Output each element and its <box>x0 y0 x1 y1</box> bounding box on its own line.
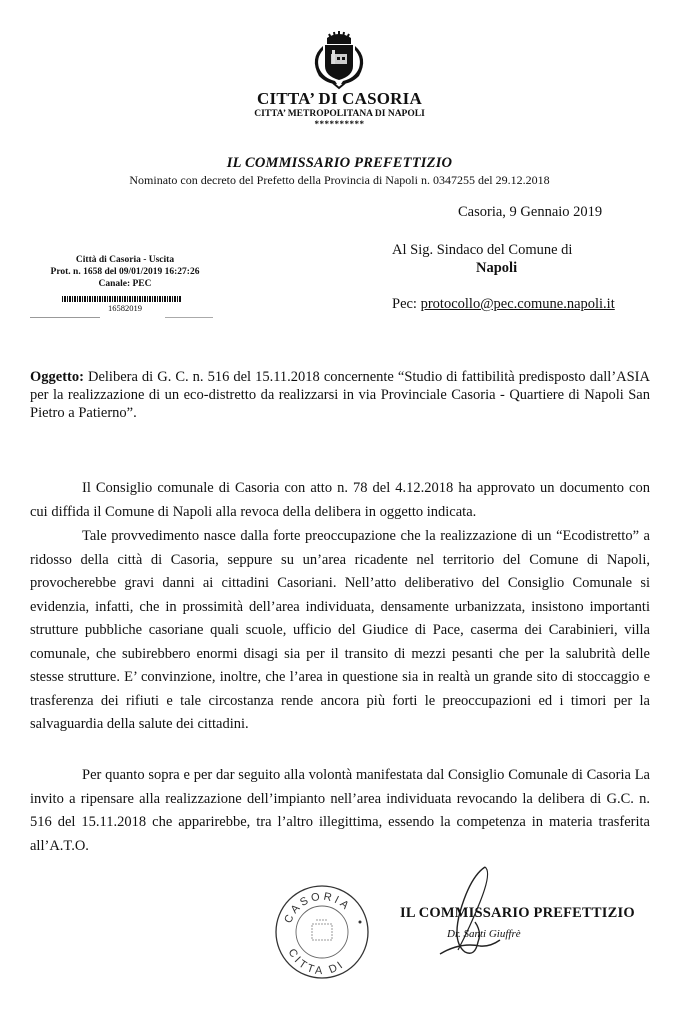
pec-email-link[interactable]: protocollo@pec.comune.napoli.it <box>420 296 615 312</box>
stamp-line-1: Città di Casoria - Uscita <box>75 255 175 265</box>
svg-text:CITTA DI <box>286 947 348 977</box>
seal-text-top: CASORIA <box>282 890 354 926</box>
decorative-stars: ********** <box>314 119 365 129</box>
city-subtitle: CITTA’ METROPOLITANA DI NAPOLI <box>254 109 425 119</box>
office-title: IL COMMISSARIO PREFETTIZIO <box>226 155 453 171</box>
barcode-icon <box>62 296 182 302</box>
stamp-line-2: Prot. n. 1658 del 09/01/2019 16:27:26 <box>50 267 200 277</box>
pec-line <box>392 296 615 313</box>
body-paragraph: Il Consiglio comunale di Casoria con atto n. 78 del 4.12.2018 ha approvato un documento con cui diffida il Comune di Napoli alla revoca della delibera in oggetto indicata. <box>30 480 650 520</box>
letter-date: Casoria, 9 Gennaio 2019 <box>458 204 603 220</box>
divider <box>30 317 100 318</box>
official-seal-icon <box>272 882 372 982</box>
recipient-line: Al Sig. Sindaco del Comune di <box>392 242 573 258</box>
divider <box>165 317 213 318</box>
body-paragraph: Per quanto sopra e per dar seguito alla volontà manifestata dal Consiglio Comunale di Casoria La invito a ripensare alla realizzazione dell’impianto nell’area individuata revocando la delibera di G.C. n. 516 del 15.11.2018 che apparirebbe, tra l’altro illegittima, essendo la competenza in materia trasferita all’A.T.O. <box>30 767 650 854</box>
pec-label: Pec: <box>392 296 421 312</box>
stamp-line-3: Canale: PEC <box>98 279 152 289</box>
office-subtitle: Nominato con decreto del Prefetto della Provincia di Napoli n. 0347255 del 29.12.2018 <box>129 173 550 187</box>
signature-title: IL COMMISSARIO PREFETTIZIO <box>400 905 635 921</box>
barcode-number: 16582019 <box>108 303 142 313</box>
subject-text: Delibera di G. C. n. 516 del 15.11.2018 concernente “Studio di fattibilità predisposto dall’ASIA per la realizzazione di un eco-distretto da realizzarsi in via Provinciale Casoria - Quartiere di Napoli San Pietro a Patierno”. <box>30 369 650 421</box>
coat-of-arms-icon <box>301 28 377 90</box>
seal-text-bottom: CITTA DI <box>285 946 348 978</box>
protocol-stamp <box>30 254 220 290</box>
recipient-block <box>392 241 572 277</box>
city-title: CITTA’ DI CASORIA <box>257 89 422 108</box>
recipient-name: Napoli <box>476 260 518 276</box>
subject <box>30 368 650 422</box>
subject-label: Oggetto: <box>30 369 84 385</box>
body-paragraph: Tale provvedimento nasce dalla forte preoccupazione che la realizzazione di un “Ecodistretto” a ridosso della città di Casoria, seppure su un’area ricadente nel territorio del Comune di Napoli, provocherebbe gravi danni ai cittadini Casoriani. Nell’atto deliberativo del Consiglio Comunale si evidenzia, infatti, che in prossimità dell’area individuata, densamente urbanizzata, insistono importanti strutture pubbliche casoriane quali scuole, ufficio del Giudice di Pace, caserma dei Carabinieri, villa comunale, che subirebbero enormi disagi sia per il transito di mezzi pesanti che per la salubrità delle stesse strutture. E’ convinzione, inoltre, che l’area in questione sia in realtà un grande sito di stoccaggio e trasferenza dei rifiuti e tale circostanza rende ancora più forti le preoccupazioni ed i timori per la salvaguardia della salute dei cittadini. <box>30 528 650 732</box>
signatory-name: Dr. Santi Giuffrè <box>447 928 521 940</box>
